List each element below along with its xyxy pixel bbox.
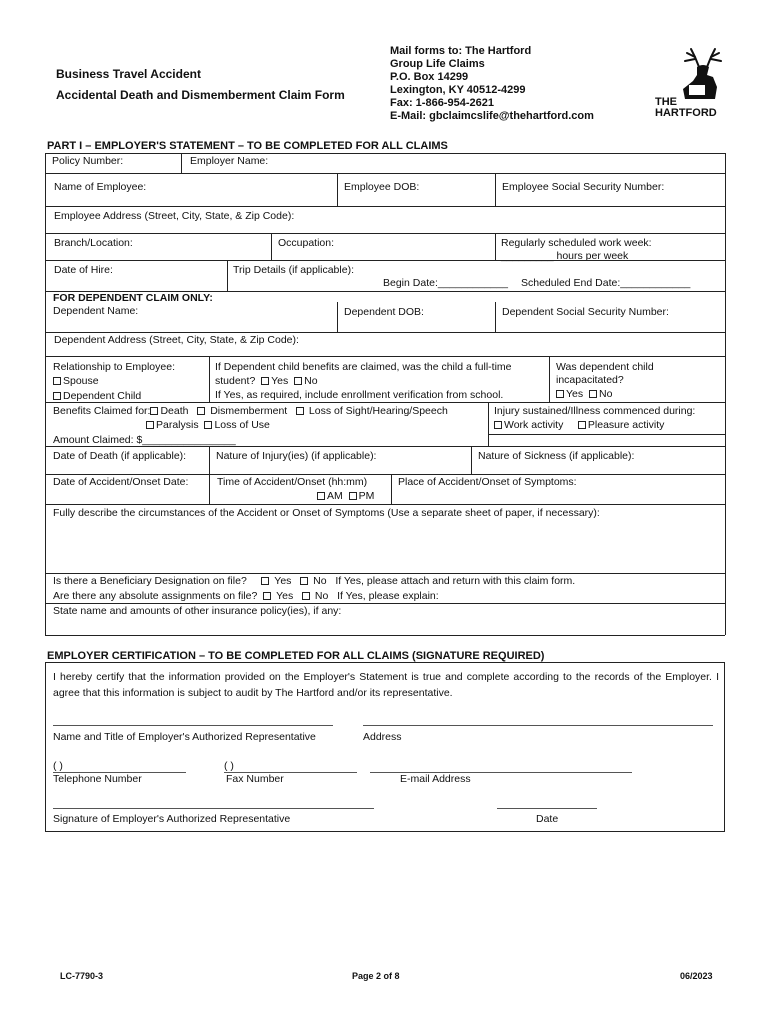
yes-label: Yes: [274, 575, 292, 587]
rule: [45, 603, 725, 604]
place-accident-label[interactable]: Place of Accident/Onset of Symptoms:: [398, 476, 577, 488]
policy-number-label[interactable]: Policy Number:: [52, 155, 124, 167]
checkbox-icon: [494, 421, 502, 429]
beneficiary-question: Is there a Beneficiary Designation on file?: [53, 575, 247, 587]
mail-line: P.O. Box 14299: [390, 71, 469, 83]
rep-name-title-label: Name and Title of Employer's Authorized Representative: [53, 731, 316, 743]
no-label: No: [304, 375, 318, 387]
mailing-address: [390, 45, 594, 123]
checkbox-icon: [589, 390, 597, 398]
loss-sight-option[interactable]: [296, 405, 448, 417]
revision-date: 06/2023: [680, 971, 713, 981]
mail-line: E-Mail: gbclaimcslife@thehartford.com: [390, 110, 594, 122]
mail-line: Group Life Claims: [390, 58, 485, 70]
rule: [45, 206, 725, 207]
date-of-death-label[interactable]: Date of Death (if applicable):: [53, 450, 187, 462]
time-accident-label[interactable]: Time of Accident/Onset (hh:mm): [217, 476, 368, 488]
occupation-label[interactable]: Occupation:: [278, 237, 335, 249]
benefits-label: Benefits Claimed for:: [53, 405, 151, 417]
rule: [45, 173, 725, 174]
assignments-no-option[interactable]: [302, 590, 328, 602]
rule: [45, 153, 46, 635]
begin-date-field[interactable]: Begin Date:____________: [383, 277, 508, 289]
assignments-question: Are there any absolute assignments on file?: [53, 590, 258, 602]
end-date-field[interactable]: Scheduled End Date:____________: [521, 277, 691, 289]
hours-per-week-field[interactable]: _________ hours per week: [501, 250, 629, 262]
rule: [181, 153, 182, 173]
rule: [45, 233, 725, 234]
rule: [45, 446, 725, 447]
stag-icon: [655, 45, 735, 101]
amount-claimed-field[interactable]: Amount Claimed: $________________: [53, 434, 236, 446]
employee-ssn-label[interactable]: Employee Social Security Number:: [502, 181, 665, 193]
yes-label: Yes: [276, 590, 294, 602]
rule: [209, 474, 210, 504]
checkbox-icon: [578, 421, 586, 429]
loss-use-option[interactable]: [204, 419, 269, 431]
no-label: No: [313, 575, 327, 587]
signature-line[interactable]: [53, 808, 374, 809]
part1-heading: PART I – EMPLOYER'S STATEMENT – TO BE COMPLETED FOR ALL CLAIMS: [47, 140, 448, 152]
fax-paren: ( ): [224, 760, 234, 772]
trip-details-label: Trip Details (if applicable):: [233, 264, 354, 276]
beneficiary-no-option[interactable]: [300, 575, 326, 587]
student-yes-option[interactable]: [261, 375, 288, 387]
checkbox-icon: [556, 390, 564, 398]
mail-line: Fax: 1-866-954-2621: [390, 97, 494, 109]
ampm-options: [317, 490, 374, 502]
checkbox-icon: [300, 577, 308, 585]
telephone-label: Telephone Number: [53, 773, 142, 785]
checkbox-icon: [302, 592, 310, 600]
yes-label: Yes: [271, 375, 289, 387]
logo-hartford: HARTFORD: [655, 107, 717, 119]
rule: [271, 233, 272, 260]
branch-location-label[interactable]: Branch/Location:: [54, 237, 133, 249]
address-label: Address: [363, 731, 402, 743]
rule: [549, 356, 550, 402]
rule: [337, 173, 338, 206]
am-label: AM: [327, 490, 343, 502]
nature-injury-label[interactable]: Nature of Injury(ies) (if applicable):: [216, 450, 377, 462]
other-insurance-label[interactable]: State name and amounts of other insurance policy(ies), if any:: [53, 605, 342, 617]
email-label: E-mail Address: [400, 773, 471, 785]
rule: [725, 153, 726, 635]
student-no-option[interactable]: [294, 375, 317, 387]
assignments-yes-option[interactable]: [263, 590, 293, 602]
date-line[interactable]: [497, 808, 597, 809]
rule: [45, 573, 725, 574]
certification-heading: EMPLOYER CERTIFICATION – TO BE COMPLETED FOR ALL CLAIMS (SIGNATURE REQUIRED): [47, 650, 545, 662]
work-week-label: Regularly scheduled work week:: [501, 237, 652, 249]
incapacitated-label-2: incapacitated?: [556, 374, 624, 386]
rule: [45, 474, 725, 475]
employee-dob-label[interactable]: Employee DOB:: [344, 181, 420, 193]
pleasure-activity-option[interactable]: [578, 419, 664, 431]
rule: [209, 446, 210, 474]
describe-circumstances-label[interactable]: Fully describe the circumstances of the Accident or Onset of Symptoms (Use a separate sheet of paper, if necessary):: [53, 507, 600, 519]
dependent-child-label: Dependent Child: [63, 390, 142, 402]
rule: [495, 233, 496, 260]
death-label: Death: [160, 405, 189, 417]
fulltime-question: If Dependent child benefits are claimed, was the child a full-time: [215, 361, 512, 373]
checkbox-icon: [150, 407, 158, 415]
employee-address-label[interactable]: Employee Address (Street, City, State, & Zip Code):: [54, 210, 295, 222]
incapacitated-label: Was dependent child: [556, 361, 654, 373]
checkbox-icon: [204, 421, 212, 429]
rule: [45, 153, 725, 154]
enrollment-note: If Yes, as required, include enrollment verification from school.: [215, 389, 504, 401]
page-number: Page 2 of 8: [352, 971, 400, 981]
rule: [45, 260, 725, 261]
rule: [45, 356, 725, 357]
dependent-heading: FOR DEPENDENT CLAIM ONLY:: [53, 292, 213, 304]
beneficiary-note: If Yes, please attach and return with this claim form.: [335, 575, 576, 587]
employee-name-label[interactable]: Name of Employee:: [54, 181, 147, 193]
work-activity-label: Work activity: [504, 419, 564, 431]
incap-yes-option[interactable]: [556, 388, 583, 400]
dependent-dob-label[interactable]: Dependent DOB:: [344, 306, 424, 318]
rule: [391, 474, 392, 504]
am-option[interactable]: [317, 490, 343, 502]
student-label: student?: [215, 375, 256, 387]
rule: [227, 260, 228, 291]
checkbox-icon: [53, 392, 61, 400]
certification-text: I hereby certify that the information provided on the Employer's Statement is true and complete according to the records of the Employer. I agree that this information is subject to audit by The Hartford and/or its representative.: [53, 671, 719, 699]
no-label: No: [598, 388, 613, 400]
beneficiary-row: [53, 575, 575, 587]
rule: [45, 504, 725, 505]
checkbox-icon: [317, 492, 325, 500]
date-accident-label[interactable]: Date of Accident/Onset Date:: [53, 476, 189, 488]
checkbox-icon: [146, 421, 154, 429]
employer-name-label[interactable]: Employer Name:: [190, 155, 269, 167]
rep-name-line[interactable]: [53, 725, 333, 726]
rule: [337, 302, 338, 332]
work-activity-option[interactable]: [494, 419, 563, 431]
rule: [488, 434, 725, 435]
checkbox-icon: [263, 592, 271, 600]
dependent-ssn-label[interactable]: Dependent Social Security Number:: [502, 306, 669, 318]
injury-activity-options: [494, 419, 664, 431]
loss-sight-label: Loss of Sight/Hearing/Speech: [308, 405, 448, 417]
rule: [495, 302, 496, 332]
rule: [45, 402, 725, 403]
dismemberment-label: Dismemberment: [210, 405, 288, 417]
mail-line: Mail forms to: The Hartford: [390, 45, 532, 57]
rule: [45, 332, 725, 333]
rule: [209, 356, 210, 402]
phone-paren: ( ): [53, 760, 63, 772]
fax-label: Fax Number: [226, 773, 284, 785]
dependent-name-label[interactable]: Dependent Name:: [53, 305, 139, 317]
address-line[interactable]: [363, 725, 713, 726]
paralysis-option[interactable]: [146, 419, 199, 431]
checkbox-icon: [261, 577, 269, 585]
loss-use-label: Loss of Use: [214, 419, 270, 431]
relationship-label: Relationship to Employee:: [53, 361, 175, 373]
nature-sickness-label[interactable]: Nature of Sickness (if applicable):: [478, 450, 635, 462]
date-label: Date: [536, 813, 559, 825]
dependent-address-label[interactable]: Dependent Address (Street, City, State, & Zip Code):: [54, 334, 299, 346]
checkbox-icon: [197, 407, 205, 415]
incap-no-option[interactable]: [589, 388, 612, 400]
checkbox-icon: [349, 492, 357, 500]
date-of-hire-label[interactable]: Date of Hire:: [54, 264, 113, 276]
hartford-logo: [655, 45, 735, 123]
rule: [488, 402, 489, 446]
rule: [45, 635, 725, 636]
spouse-label: Spouse: [63, 375, 99, 387]
form-id: LC-7790-3: [60, 971, 104, 981]
pm-option[interactable]: [349, 490, 375, 502]
benefits-claimed: [53, 405, 448, 417]
dismemberment-option[interactable]: [197, 405, 287, 417]
rule: [471, 446, 472, 474]
signature-label: Signature of Employer's Authorized Representative: [53, 813, 291, 825]
assignments-note: If Yes, please explain:: [337, 590, 439, 602]
assignments-row: [53, 590, 439, 602]
form-title-line1: Business Travel Accident: [56, 67, 201, 81]
pleasure-activity-label: Pleasure activity: [587, 419, 665, 431]
checkbox-icon: [294, 377, 302, 385]
mail-line: Lexington, KY 40512-4299: [390, 84, 526, 96]
benefits-claimed-2: [146, 419, 270, 431]
no-label: No: [314, 590, 329, 602]
checkbox-icon: [261, 377, 269, 385]
injury-sustained-label: Injury sustained/Illness commenced during:: [494, 405, 696, 417]
dependent-child-option[interactable]: [53, 390, 141, 402]
form-title-line2: Accidental Death and Dismemberment Claim Form: [56, 88, 345, 102]
paralysis-label: Paralysis: [156, 419, 199, 431]
rule: [495, 173, 496, 206]
death-option[interactable]: [150, 405, 188, 417]
yes-label: Yes: [566, 388, 584, 400]
pm-label: PM: [358, 490, 375, 502]
fulltime-answer: [215, 375, 318, 387]
spouse-option[interactable]: [53, 375, 99, 387]
checkbox-icon: [53, 377, 61, 385]
beneficiary-yes-option[interactable]: [261, 575, 291, 587]
logo-the: THE: [655, 96, 677, 108]
checkbox-icon: [296, 407, 304, 415]
incapacitated-options: [556, 388, 612, 400]
